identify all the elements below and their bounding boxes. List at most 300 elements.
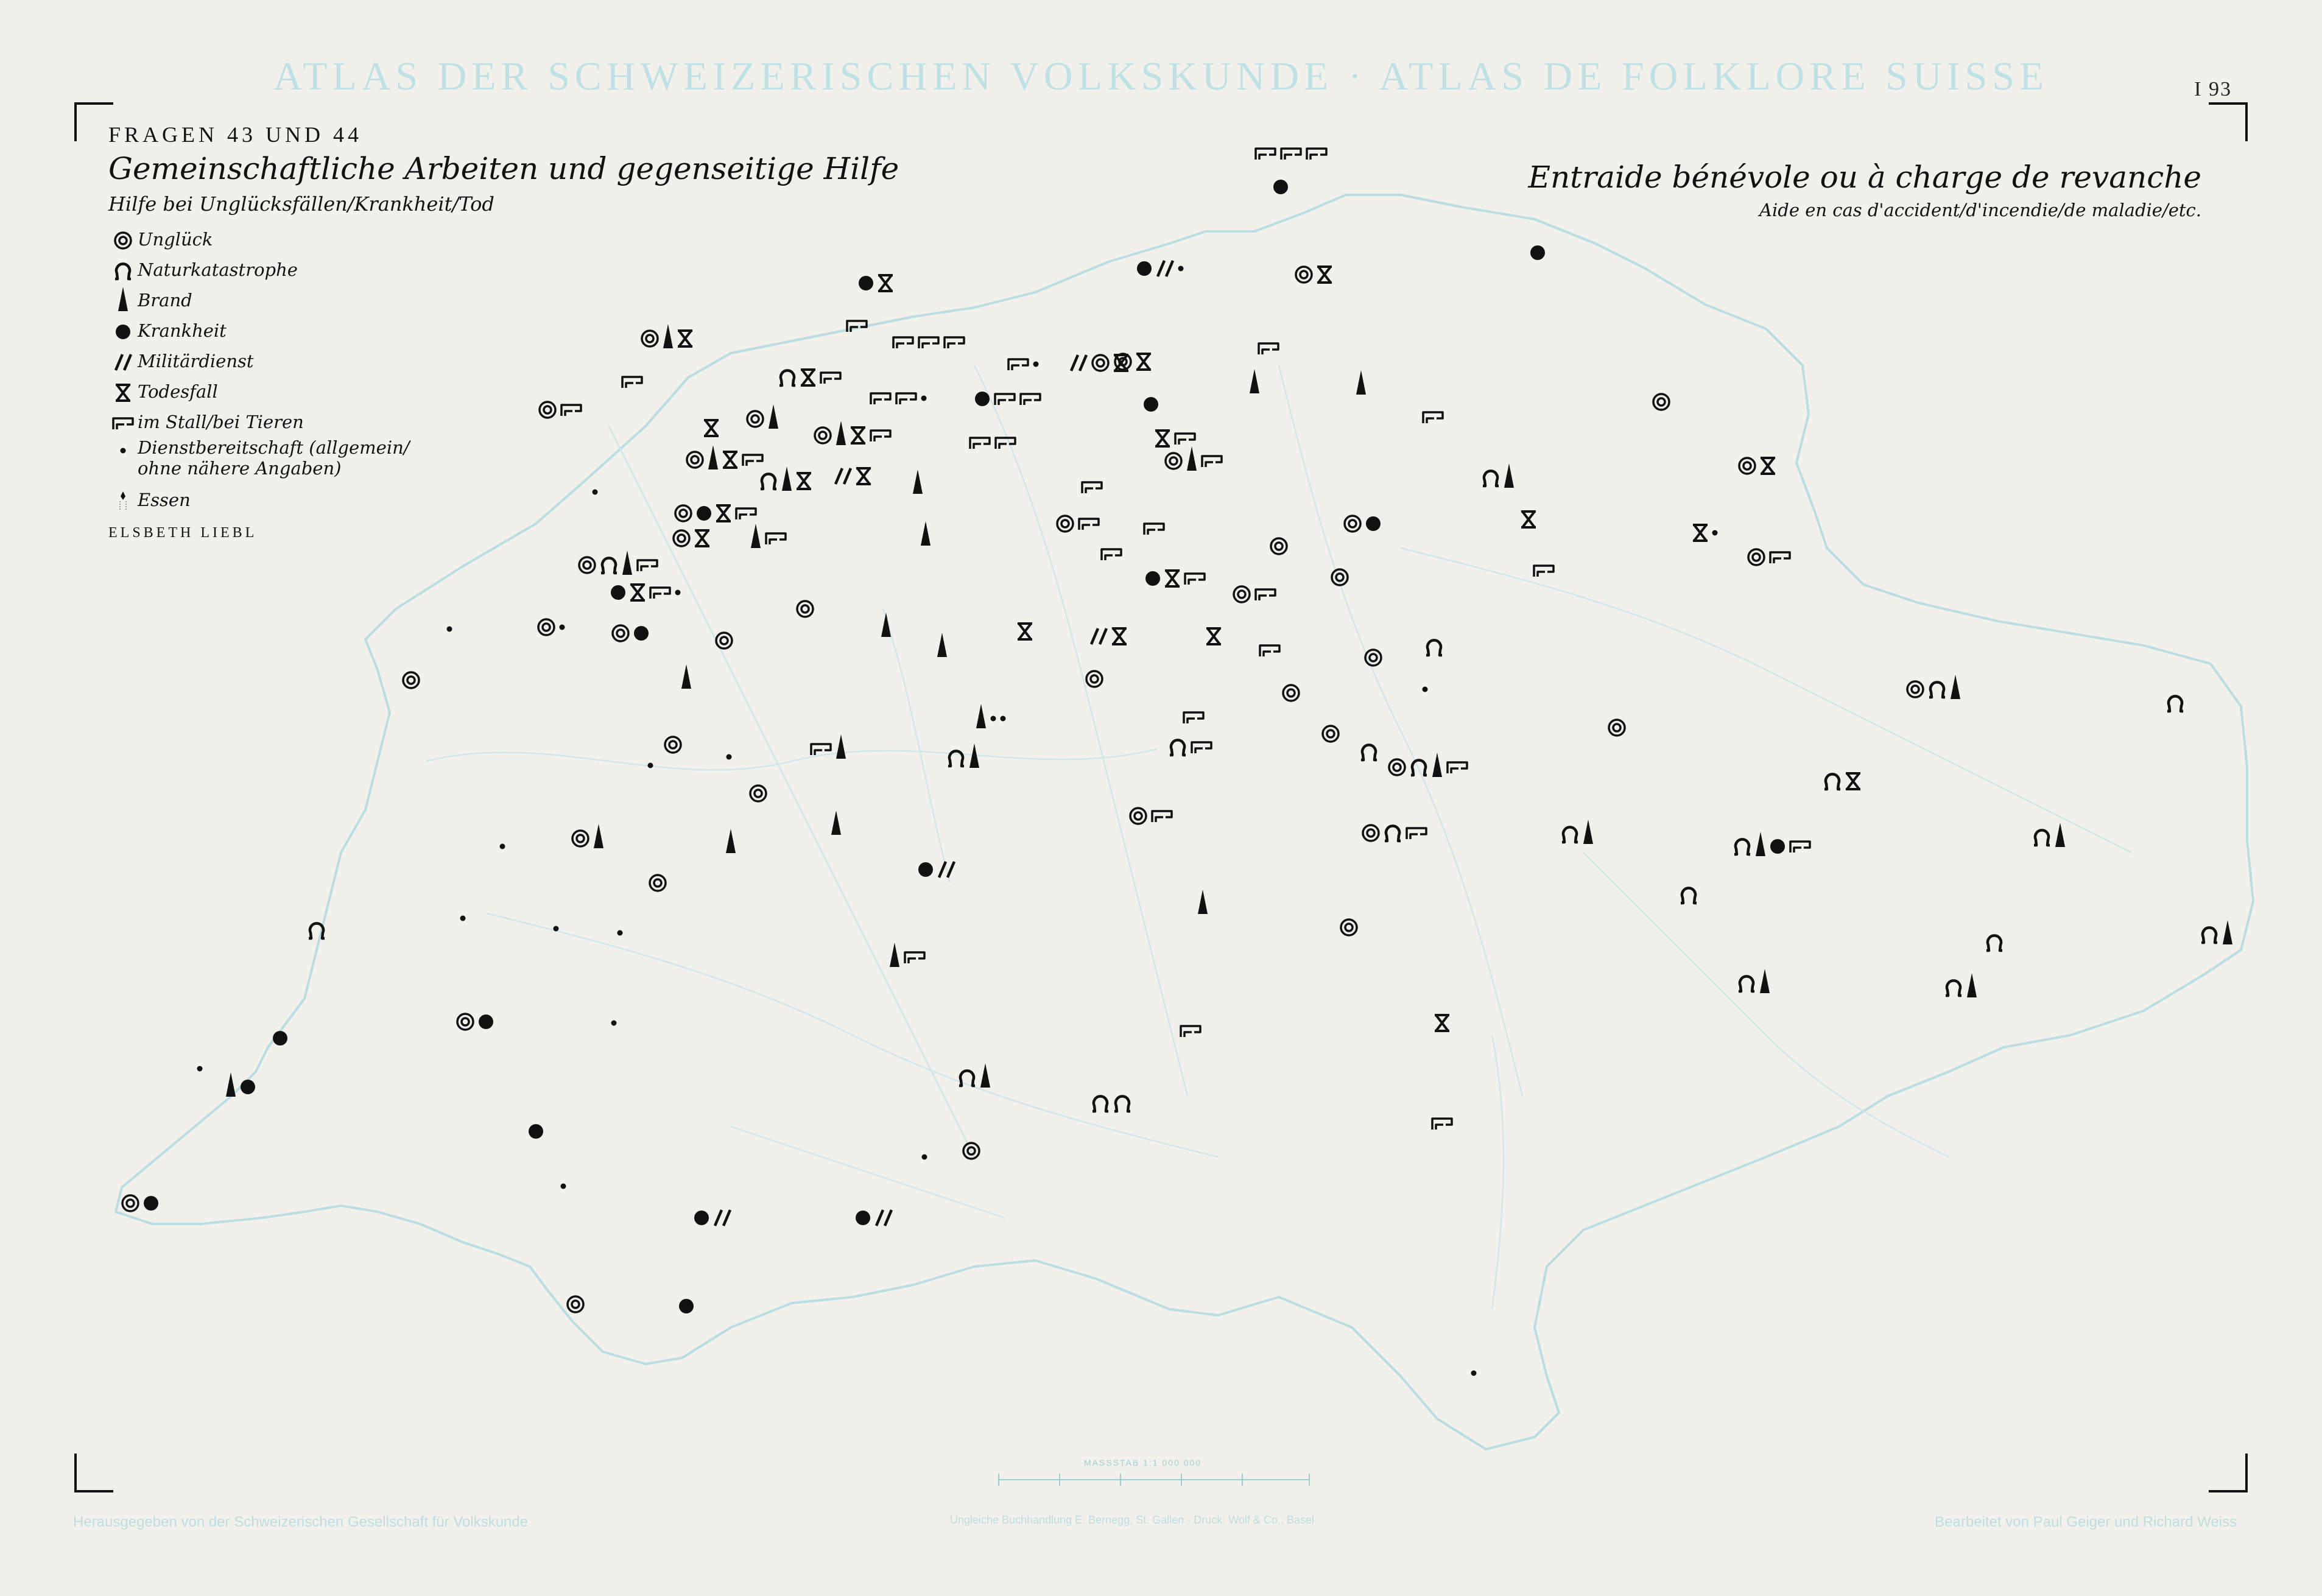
map-marker bbox=[1653, 394, 1669, 410]
map-marker bbox=[948, 744, 979, 768]
map-marker bbox=[761, 466, 811, 491]
todesfall-icon bbox=[1521, 511, 1536, 527]
stall-icon bbox=[871, 431, 890, 441]
brand-icon bbox=[1432, 753, 1442, 777]
map-marker bbox=[611, 585, 681, 600]
footer-editors: Bearbeitet von Paul Geiger und Richard Weiss bbox=[1935, 1514, 2237, 1530]
map-marker bbox=[1345, 516, 1381, 532]
map-marker bbox=[674, 530, 709, 546]
dienstbereitschaft-icon bbox=[727, 754, 732, 760]
map-marker bbox=[1363, 825, 1426, 841]
ungluck-icon bbox=[716, 633, 732, 649]
map-marker bbox=[1198, 890, 1208, 914]
map-marker bbox=[460, 916, 466, 921]
stall-icon bbox=[821, 373, 840, 384]
stall-icon bbox=[1184, 712, 1203, 723]
map-marker bbox=[1256, 149, 1326, 160]
militardienst-icon bbox=[939, 862, 954, 877]
krankheit-icon bbox=[1366, 516, 1381, 531]
map-marker bbox=[561, 1184, 566, 1189]
map-marker bbox=[1086, 671, 1102, 687]
map-marker bbox=[1323, 726, 1339, 742]
krankheit-icon bbox=[697, 506, 711, 521]
dienstbereitschaft-icon bbox=[1001, 716, 1006, 722]
legend-label: Naturkatastrophe bbox=[138, 259, 298, 280]
stall-icon bbox=[1281, 149, 1301, 160]
ungluck-icon bbox=[747, 411, 763, 427]
krankheit-icon bbox=[918, 862, 933, 877]
brand-icon bbox=[1250, 369, 1259, 393]
dienstbereitschaft-icon bbox=[675, 590, 681, 596]
map-marker bbox=[750, 786, 766, 801]
brand-icon bbox=[1967, 973, 1977, 997]
map-marker bbox=[1435, 1015, 1449, 1031]
todesfall-icon bbox=[878, 275, 893, 291]
stall-icon bbox=[1144, 524, 1164, 535]
ungluck-icon bbox=[797, 601, 813, 617]
naturkatastrophe-icon bbox=[1946, 980, 1961, 996]
ungluck-icon bbox=[122, 1195, 138, 1211]
militardienst-icon bbox=[876, 1210, 892, 1226]
krankheit-icon bbox=[241, 1080, 255, 1094]
naturkatastrophe-icon bbox=[1114, 1096, 1130, 1111]
krankheit-icon bbox=[611, 585, 625, 600]
map-marker bbox=[704, 420, 719, 436]
map-marker bbox=[197, 1066, 203, 1072]
map-marker bbox=[1332, 569, 1348, 585]
militardienst-icon bbox=[1071, 355, 1086, 371]
legend-label-line1: Dienstbereitschaft (allgemein/ bbox=[138, 437, 410, 458]
dienstbereitschaft-icon bbox=[611, 1021, 617, 1026]
legend-label: Todesfall bbox=[138, 381, 218, 402]
map-marker bbox=[593, 490, 598, 495]
legend-label: Brand bbox=[138, 290, 192, 311]
sheet-number: I 93 bbox=[2194, 78, 2232, 100]
map-marker bbox=[500, 844, 505, 849]
brand-icon bbox=[681, 664, 691, 689]
map-marker bbox=[579, 550, 657, 575]
map-marker bbox=[975, 392, 1040, 406]
map-marker bbox=[665, 737, 681, 753]
legend-label: Militärdienst bbox=[138, 351, 254, 371]
brand-icon bbox=[594, 824, 603, 848]
map-marker bbox=[921, 521, 931, 546]
map-marker bbox=[554, 926, 559, 932]
stall-icon bbox=[919, 337, 938, 348]
map-marker bbox=[642, 324, 692, 348]
map-marker bbox=[1206, 628, 1221, 644]
stall-icon bbox=[893, 337, 913, 348]
map-marker bbox=[881, 613, 891, 637]
stall-icon bbox=[736, 508, 756, 519]
ungluck-icon bbox=[1234, 586, 1250, 602]
map-marker bbox=[716, 633, 732, 649]
map-marker bbox=[1739, 458, 1775, 474]
map-marker bbox=[617, 930, 623, 936]
ungluck-icon bbox=[457, 1014, 473, 1030]
stall-icon bbox=[1175, 434, 1195, 445]
map-marker bbox=[1170, 740, 1211, 755]
map-marker bbox=[226, 1072, 255, 1097]
brand-icon bbox=[881, 613, 891, 637]
brand-icon bbox=[921, 521, 931, 546]
stall-icon bbox=[622, 377, 642, 388]
stall-icon bbox=[1256, 149, 1275, 160]
map-marker bbox=[572, 824, 603, 848]
naturkatastrophe-icon bbox=[1170, 740, 1186, 755]
brand-icon bbox=[1356, 370, 1366, 395]
map-marker bbox=[893, 337, 964, 348]
map-marker bbox=[1483, 463, 1514, 488]
ungluck-icon bbox=[1341, 919, 1357, 935]
todesfall-icon bbox=[1136, 354, 1151, 370]
map-marker bbox=[1184, 712, 1203, 723]
stall-icon bbox=[1185, 574, 1205, 585]
ungluck-icon bbox=[1609, 720, 1625, 736]
map-marker bbox=[1521, 511, 1536, 527]
map-marker bbox=[681, 664, 691, 689]
naturkatastrophe-icon bbox=[1929, 682, 1945, 697]
map-marker bbox=[859, 275, 893, 291]
brand-icon bbox=[980, 1063, 990, 1088]
stall-icon bbox=[945, 337, 964, 348]
dienstbereitschaft-icon bbox=[1471, 1371, 1477, 1376]
brand-icon bbox=[969, 744, 979, 768]
map-marker bbox=[540, 402, 581, 418]
krankheit-icon bbox=[1273, 180, 1288, 194]
brand-icon bbox=[1760, 969, 1770, 993]
map-marker bbox=[529, 1124, 543, 1139]
map-marker bbox=[457, 1014, 493, 1030]
stall-icon bbox=[847, 321, 867, 332]
brand-icon bbox=[2223, 920, 2232, 944]
map-marker bbox=[856, 1210, 892, 1226]
map-marker bbox=[1102, 549, 1121, 560]
map-marker bbox=[811, 734, 846, 759]
krankheit-icon bbox=[1137, 261, 1152, 276]
brand-icon bbox=[1504, 463, 1514, 488]
stall-icon bbox=[1423, 412, 1443, 423]
ungluck-icon bbox=[568, 1296, 583, 1312]
stall-icon bbox=[766, 533, 786, 544]
brand-icon bbox=[836, 734, 846, 759]
ungluck-icon bbox=[750, 786, 766, 801]
dienstbereitschaft-icon bbox=[617, 930, 623, 936]
naturkatastrophe-icon bbox=[1681, 888, 1697, 903]
map-marker bbox=[1181, 1026, 1200, 1037]
map-marker bbox=[447, 627, 452, 632]
naturkatastrophe-icon bbox=[1385, 826, 1401, 841]
map-marker bbox=[726, 829, 736, 853]
map-marker bbox=[613, 625, 649, 641]
krankheit-icon bbox=[856, 1211, 870, 1225]
stall-icon bbox=[1790, 842, 1810, 852]
ungluck-icon bbox=[538, 619, 554, 635]
map-marker bbox=[1739, 969, 1770, 993]
todesfall-icon bbox=[851, 427, 865, 443]
map-marker bbox=[675, 505, 756, 521]
todesfall-icon bbox=[801, 370, 815, 385]
todesfall-icon bbox=[797, 473, 811, 489]
brand-icon bbox=[937, 633, 947, 657]
todesfall-icon bbox=[704, 420, 719, 436]
ungluck-icon bbox=[815, 427, 831, 443]
map-marker bbox=[273, 1031, 287, 1046]
map-marker bbox=[1341, 919, 1357, 935]
map-marker bbox=[1234, 586, 1275, 602]
map-marker bbox=[2167, 696, 2183, 711]
brand-icon bbox=[890, 943, 899, 967]
map-marker bbox=[871, 393, 927, 404]
ungluck-icon bbox=[403, 672, 419, 688]
map-marker bbox=[1681, 888, 1697, 903]
map-marker bbox=[751, 524, 786, 548]
footer-publisher: Herausgegeben von der Schweizerischen Gesellschaft für Volkskunde bbox=[73, 1514, 529, 1530]
ungluck-icon bbox=[613, 625, 628, 641]
ungluck-icon bbox=[642, 331, 658, 346]
krankheit-icon bbox=[479, 1014, 493, 1029]
legend-label: Unglück bbox=[138, 229, 213, 250]
todesfall-icon bbox=[1206, 628, 1221, 644]
map-marker bbox=[650, 875, 666, 891]
map-marker bbox=[1824, 773, 1860, 789]
krankheit-icon bbox=[859, 276, 873, 290]
todesfall-icon bbox=[695, 530, 709, 546]
stall-icon bbox=[1152, 811, 1172, 822]
dienstbereitschaft-icon bbox=[460, 916, 466, 921]
map-marker bbox=[1082, 482, 1102, 493]
militardienst-icon bbox=[1091, 628, 1106, 644]
ungluck-icon bbox=[1363, 825, 1379, 841]
ungluck-icon bbox=[1271, 538, 1287, 554]
map-marker bbox=[1734, 832, 1810, 856]
map-marker bbox=[1530, 245, 1545, 260]
map-marker bbox=[890, 943, 924, 967]
naturkatastrophe-icon bbox=[1361, 745, 1377, 760]
map-marker bbox=[1260, 645, 1279, 656]
todesfall-icon bbox=[1112, 628, 1127, 644]
naturkatastrophe-icon bbox=[1824, 774, 1840, 789]
krankheit-icon bbox=[1770, 839, 1785, 854]
ungluck-icon bbox=[1345, 516, 1360, 532]
ungluck-icon bbox=[1365, 650, 1381, 666]
scale-label: MASSSTAB 1:1 000 000 bbox=[1084, 1458, 1202, 1468]
map-marker bbox=[1748, 549, 1790, 565]
brand-icon bbox=[1187, 446, 1197, 471]
brand-icon bbox=[782, 466, 792, 491]
map-marker bbox=[1273, 180, 1288, 194]
brand-icon bbox=[751, 524, 761, 548]
map-marker bbox=[1609, 720, 1625, 736]
map-marker bbox=[2201, 920, 2232, 944]
naturkatastrophe-icon bbox=[1562, 827, 1578, 842]
naturkatastrophe-icon bbox=[2167, 696, 2183, 711]
brand-icon bbox=[831, 810, 841, 835]
map-marker bbox=[1130, 808, 1172, 824]
map-marker bbox=[622, 377, 642, 388]
map-marker bbox=[694, 1210, 730, 1226]
ungluck-icon bbox=[687, 452, 703, 468]
author-name: ELSBETH LIEBL bbox=[108, 525, 258, 541]
map-marker bbox=[1946, 973, 1977, 997]
militardienst-icon bbox=[715, 1210, 730, 1226]
krankheit-icon bbox=[1145, 571, 1160, 586]
map-marker bbox=[922, 1155, 927, 1160]
brand-icon bbox=[976, 704, 986, 728]
map-marker bbox=[2034, 823, 2065, 847]
krankheit-icon bbox=[1144, 397, 1158, 412]
ungluck-icon bbox=[1283, 685, 1299, 701]
brand-icon bbox=[663, 324, 673, 348]
ungluck-icon bbox=[1057, 516, 1073, 532]
stall-icon bbox=[1202, 456, 1222, 467]
krankheit-icon bbox=[634, 626, 649, 641]
ungluck-icon bbox=[1653, 394, 1669, 410]
stall-icon bbox=[1008, 359, 1028, 370]
map-marker bbox=[1092, 1096, 1130, 1111]
brand-icon bbox=[708, 445, 718, 469]
stall-icon bbox=[561, 405, 581, 416]
naturkatastrophe-icon bbox=[959, 1070, 975, 1086]
stall-icon bbox=[1181, 1026, 1200, 1037]
stall-icon bbox=[743, 455, 762, 466]
stall-icon bbox=[811, 744, 831, 755]
stall-icon bbox=[638, 560, 657, 571]
dienstbereitschaft-icon bbox=[1178, 266, 1184, 272]
ungluck-icon bbox=[963, 1143, 979, 1159]
stall-icon bbox=[1256, 589, 1275, 600]
map-marker bbox=[1423, 687, 1428, 692]
ungluck-icon bbox=[1748, 549, 1764, 565]
todesfall-icon bbox=[630, 585, 645, 600]
map-title-fr: Entraide bénévole ou à charge de revanche bbox=[1528, 160, 2201, 195]
map-marker bbox=[1250, 369, 1259, 393]
naturkatastrophe-icon bbox=[948, 751, 964, 766]
map-marker bbox=[847, 321, 867, 332]
ungluck-icon bbox=[675, 505, 691, 521]
map-subtitle-fr: Aide en cas d'accident/d'incendie/de maladie/etc. bbox=[1759, 200, 2201, 220]
map-marker bbox=[747, 404, 778, 429]
brand-icon bbox=[2055, 823, 2065, 847]
map-marker bbox=[1907, 675, 1960, 699]
dienstbereitschaft-icon bbox=[1033, 362, 1039, 367]
dienstbereitschaft-icon bbox=[1712, 530, 1718, 536]
naturkatastrophe-icon bbox=[601, 558, 617, 573]
naturkatastrophe-icon bbox=[1483, 471, 1499, 486]
stall-icon bbox=[995, 394, 1015, 405]
todesfall-icon bbox=[1761, 458, 1775, 474]
map-marker bbox=[937, 633, 947, 657]
brand-icon bbox=[1756, 832, 1765, 856]
stall-icon bbox=[1534, 566, 1553, 577]
map-marker bbox=[1423, 412, 1443, 423]
naturkatastrophe-icon bbox=[1092, 1096, 1108, 1111]
todesfall-icon bbox=[1693, 525, 1708, 541]
ungluck-icon bbox=[1323, 726, 1339, 742]
map-marker bbox=[1155, 431, 1195, 446]
dienstbereitschaft-icon bbox=[593, 490, 598, 495]
map-marker bbox=[970, 438, 1015, 449]
legend-label: Essen bbox=[138, 490, 191, 510]
map-marker bbox=[1144, 397, 1158, 412]
stall-icon bbox=[1407, 828, 1426, 839]
ungluck-icon bbox=[579, 557, 595, 573]
map-marker bbox=[122, 1195, 158, 1211]
naturkatastrophe-icon bbox=[779, 370, 795, 385]
stall-icon bbox=[1432, 1119, 1452, 1130]
stall-icon bbox=[1079, 519, 1099, 530]
ungluck-icon bbox=[1130, 808, 1146, 824]
todesfall-icon bbox=[678, 331, 692, 346]
stall-icon bbox=[650, 588, 670, 599]
brand-icon bbox=[226, 1072, 236, 1097]
map-marker bbox=[611, 1021, 617, 1026]
map-marker bbox=[538, 619, 565, 635]
map-marker bbox=[1693, 525, 1718, 541]
atlas-title: ATLAS DER SCHWEIZERISCHEN VOLKSKUNDE · ATLAS DE FOLKLORE SUISSE bbox=[273, 54, 2049, 99]
naturkatastrophe-icon bbox=[1739, 976, 1754, 991]
stall-icon bbox=[1102, 549, 1121, 560]
dienstbereitschaft-icon bbox=[447, 627, 452, 632]
map-marker bbox=[1986, 935, 2002, 951]
militardienst-icon bbox=[836, 468, 851, 484]
map-marker bbox=[959, 1063, 990, 1088]
map-marker bbox=[1562, 820, 1593, 844]
dienstbereitschaft-icon bbox=[648, 763, 653, 768]
map-marker bbox=[687, 445, 762, 469]
dienstbereitschaft-icon bbox=[500, 844, 505, 849]
map-marker bbox=[815, 421, 890, 445]
map-marker bbox=[797, 601, 813, 617]
ungluck-icon bbox=[1296, 267, 1312, 283]
brand-icon bbox=[769, 404, 778, 429]
krankheit-icon bbox=[529, 1124, 543, 1139]
stall-icon bbox=[896, 393, 916, 404]
dienstbereitschaft-icon bbox=[991, 716, 996, 722]
map-marker bbox=[1145, 571, 1205, 586]
map-marker bbox=[1057, 516, 1099, 532]
map-marker bbox=[403, 672, 419, 688]
map-marker bbox=[976, 704, 1006, 728]
krankheit-icon bbox=[975, 392, 990, 406]
map-marker bbox=[963, 1143, 979, 1159]
krankheit-icon bbox=[694, 1211, 709, 1225]
krankheit-icon bbox=[273, 1031, 287, 1046]
todesfall-icon bbox=[1155, 431, 1170, 446]
dienstbereitschaft-icon bbox=[560, 625, 565, 630]
map-marker bbox=[1166, 446, 1222, 471]
naturkatastrophe-icon bbox=[1734, 839, 1750, 854]
krankheit-icon bbox=[1530, 245, 1545, 260]
ungluck-icon bbox=[650, 875, 666, 891]
map-marker bbox=[1091, 628, 1127, 644]
map-marker bbox=[1144, 524, 1164, 535]
krankheit-icon bbox=[144, 1196, 158, 1211]
ungluck-icon bbox=[1166, 453, 1181, 469]
legend-label: im Stall/bei Tieren bbox=[138, 412, 304, 432]
map-marker bbox=[831, 810, 841, 835]
map-marker bbox=[1361, 745, 1377, 760]
brand-icon bbox=[836, 421, 846, 445]
todesfall-icon bbox=[1018, 624, 1032, 639]
todesfall-icon bbox=[716, 505, 731, 521]
map-marker bbox=[836, 468, 871, 484]
map-marker bbox=[1137, 261, 1184, 276]
dienstbereitschaft-icon bbox=[561, 1184, 566, 1189]
map-marker bbox=[1426, 640, 1442, 655]
brand-icon bbox=[726, 829, 736, 853]
naturkatastrophe-icon bbox=[2034, 830, 2050, 845]
